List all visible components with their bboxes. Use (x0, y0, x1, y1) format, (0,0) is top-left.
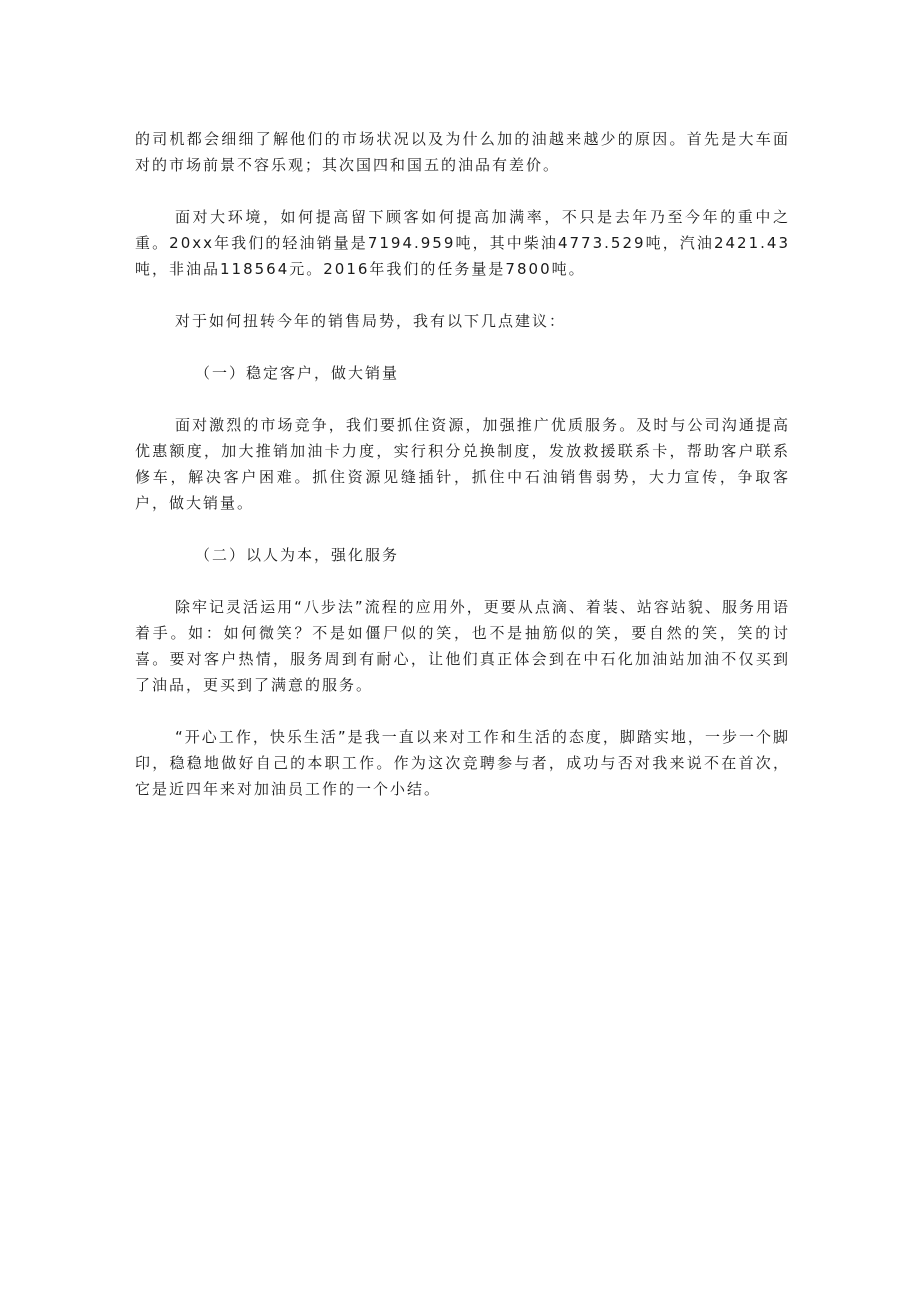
paragraph-conclusion: “开心工作，快乐生活”是我一直以来对工作和生活的态度，脚踏实地，一步一个脚印，稳稳地做好自己的本职工作。作为这次竞聘参与者，成功与否对我来说不在首次，它是近四年来对加油员工作的一个小结。 (135, 728, 790, 798)
paragraph-service: 除牢记灵活运用“八步法”流程的应用外，更要从点滴、着装、站容站貌、服务用语着手。如：如何微笑？不是如僵尸似的笑，也不是抽筋似的笑，要自然的笑，笑的讨喜。要对客户热情，服务周到有耐心，让他们真正体会到在中石化加油站加油不仅买到了油品，更买到了满意的服务。 (135, 598, 790, 694)
section-heading-2: （二）以人为本，强化服务 (195, 546, 400, 564)
paragraph-suggestions-intro: 对于如何扭转今年的销售局势，我有以下几点建议： (175, 312, 567, 330)
paragraph-sales-figures: 面对大环境，如何提高留下顾客如何提高加满率，不只是去年乃至今年的重中之重。20xx年我们的轻油销量是7194.959吨，其中柴油4773.529吨，汽油2421.43吨，非油品118564元。2016年我们的任务量是7800吨。 (135, 208, 790, 278)
paragraph-market-reasons: 的司机都会细细了解他们的市场状况以及为什么加的油越来越少的原因。首先是大车面对的市场前景不容乐观；其次国四和国五的油品有差价。 (135, 130, 790, 174)
section-heading-1: （一）稳定客户，做大销量 (195, 364, 400, 382)
document-body (135, 126, 790, 828)
paragraph-stabilize-customers: 面对激烈的市场竞争，我们要抓住资源，加强推广优质服务。及时与公司沟通提高优惠额度，加大推销加油卡力度，实行积分兑换制度，发放救援联系卡，帮助客户联系修车，解决客户困难。抓住资源见缝插针，抓住中石油销售弱势，大力宣传，争取客户，做大销量。 (135, 416, 790, 512)
